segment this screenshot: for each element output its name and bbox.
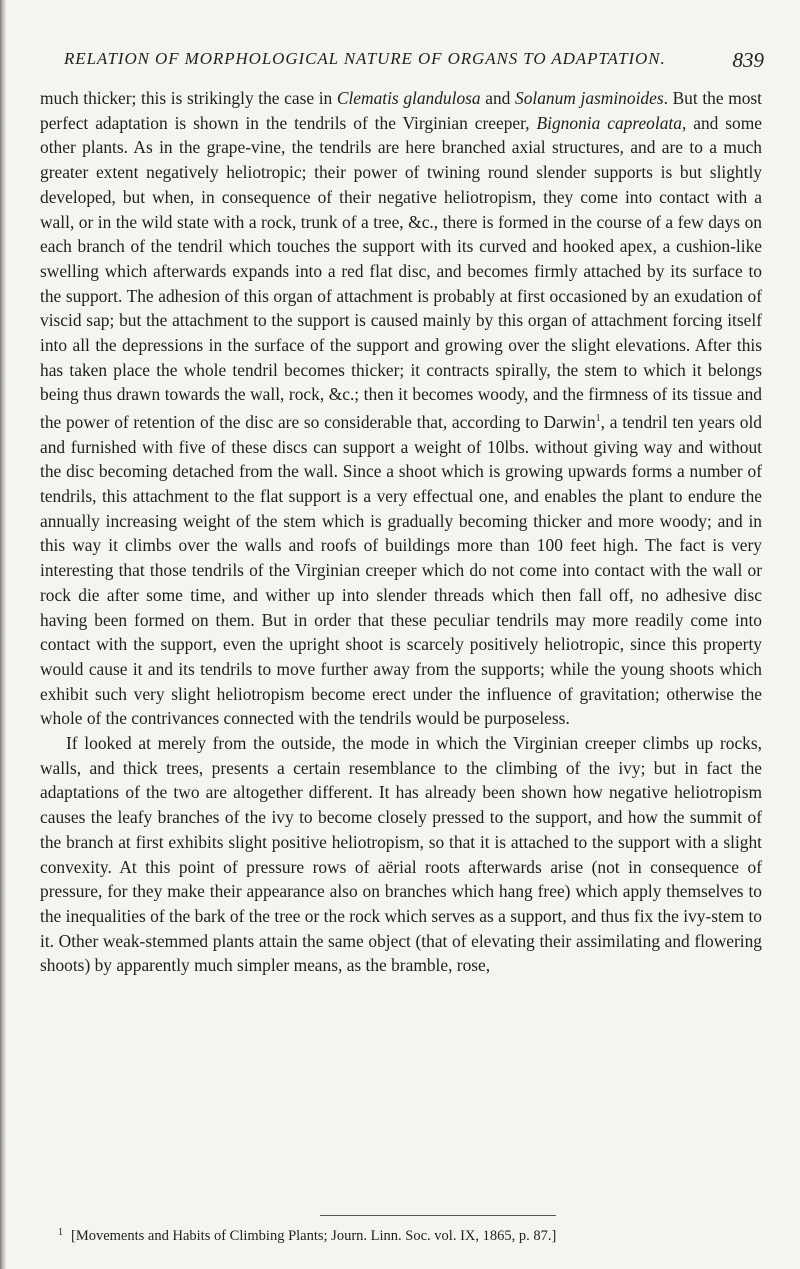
body-text	[40, 86, 762, 978]
footnote-text: [Movements and Habits of Climbing Plants; Journ. Linn. Soc. vol. IX, 1865, p. 87.]	[71, 1228, 557, 1244]
paragraph	[40, 86, 762, 731]
text-run: If looked at merely from the outside, the mode in which the Virginian creeper climbs up rocks, walls, and thick trees, presents a certain resemblance to the climbing of the ivy; but in fact the adaptations of the two are altogether different. It has already been shown how negative heliotropism causes the leafy branches of the ivy to become closely pressed to the support, and how the summit of the branch at first exhibits slight positive heliotropism, so that it is attached to the support with a slight convexity. At this point of pressure rows of aërial roots afterwards arise (not in consequence of pressure, for they make their appearance also on branches which hang free) which apply themselves to the inequalities of the bark of the tree or the rock which serves as a support, and thus fix the ivy-stem to it. Other weak-stemmed plants attain the same object (that of elevating their assimilating and flowering shoots) by apparently much simpler means, as the bramble, rose,	[40, 733, 762, 976]
footnote	[58, 1224, 768, 1245]
footnote-marker: 1	[58, 1227, 63, 1238]
text-run: , and some other plants. As in the grape-vine, the tendrils are here branched axial structures, and are to a much greater extent negatively heliotropic; their power of twining round slender supports is but slightly developed, but when, in consequence of their negative heliotropism, they come into contact with a wall, or in the wild state with a rock, trunk of a tree, &c., there is formed in the course of a few days on each branch of the tendril which touches the support with its curved and hooked apex, a cushion-like swelling which afterwards expands into a red flat disc, and becomes firmly attached by its surface to the support. The adhesion of this organ of attachment is probably at first occasioned by an exudation of viscid sap; but the attachment to the support is caused mainly by this organ of attachment forcing itself into all the depressions in the surface of the support and growing over the slight elevations. After this has taken place the whole tendril becomes thicker; it contracts spirally, the stem to which it belongs being thus drawn towards the wall, rock, &c.; then it becomes woody, and the firmness of its tissue and the power of retention of the disc are so considerable that, according to Darwin	[40, 112, 762, 432]
page-number: 839	[732, 48, 764, 72]
text-run: , a tendril ten years old and furnished with five of these discs can support a weight of 10lbs. without giving way and without the disc becoming detached from the wall. Since a shoot which is growing upwards forms a number of tendrils, this attachment to the flat support is a very effectual one, and enables the plant to endure the annually increasing weight of the stem which is gradually becoming thicker and more woody; and in this way it climbs over the walls and roofs of buildings more than 100 feet high. The fact is very interesting that those tendrils of the Virginian creeper which do not come into contact with the wall or rock die after some time, and wither up into slender threads which then fall off, no adhesive disc having been formed on them. But in order that these peculiar tendrils may more readily come into contact with the support, even the upright shoot is scarcely positively heliotropic, since this property would cause it and its tendrils to move further away from the supports; while the young shoots which exhibit such very slight heliotropism become erect under the influence of gravitation; otherwise the whole of the contrivances connected with the tendrils would be purposeless.	[40, 411, 762, 729]
text-run: and	[480, 88, 515, 108]
footnote-rule	[320, 1215, 556, 1216]
running-title: RELATION OF MORPHOLOGICAL NATURE OF ORGANS TO ADAPTATION.	[64, 49, 666, 68]
italic-species-name: Solanum jasminoides	[515, 88, 664, 108]
page-header	[64, 49, 764, 79]
text-run: much thicker; this is strikingly the case in	[40, 88, 337, 108]
footnote-reference: 1	[595, 413, 601, 425]
italic-species-name: Clematis glandulosa	[336, 88, 481, 108]
page-binding-edge	[0, 0, 6, 1269]
italic-species-name: Bignonia capreolata	[536, 112, 682, 133]
paragraph	[40, 731, 762, 978]
text-run: . But the most perfect adaptation is shown in the tendrils of the Virginian creeper,	[40, 88, 763, 133]
